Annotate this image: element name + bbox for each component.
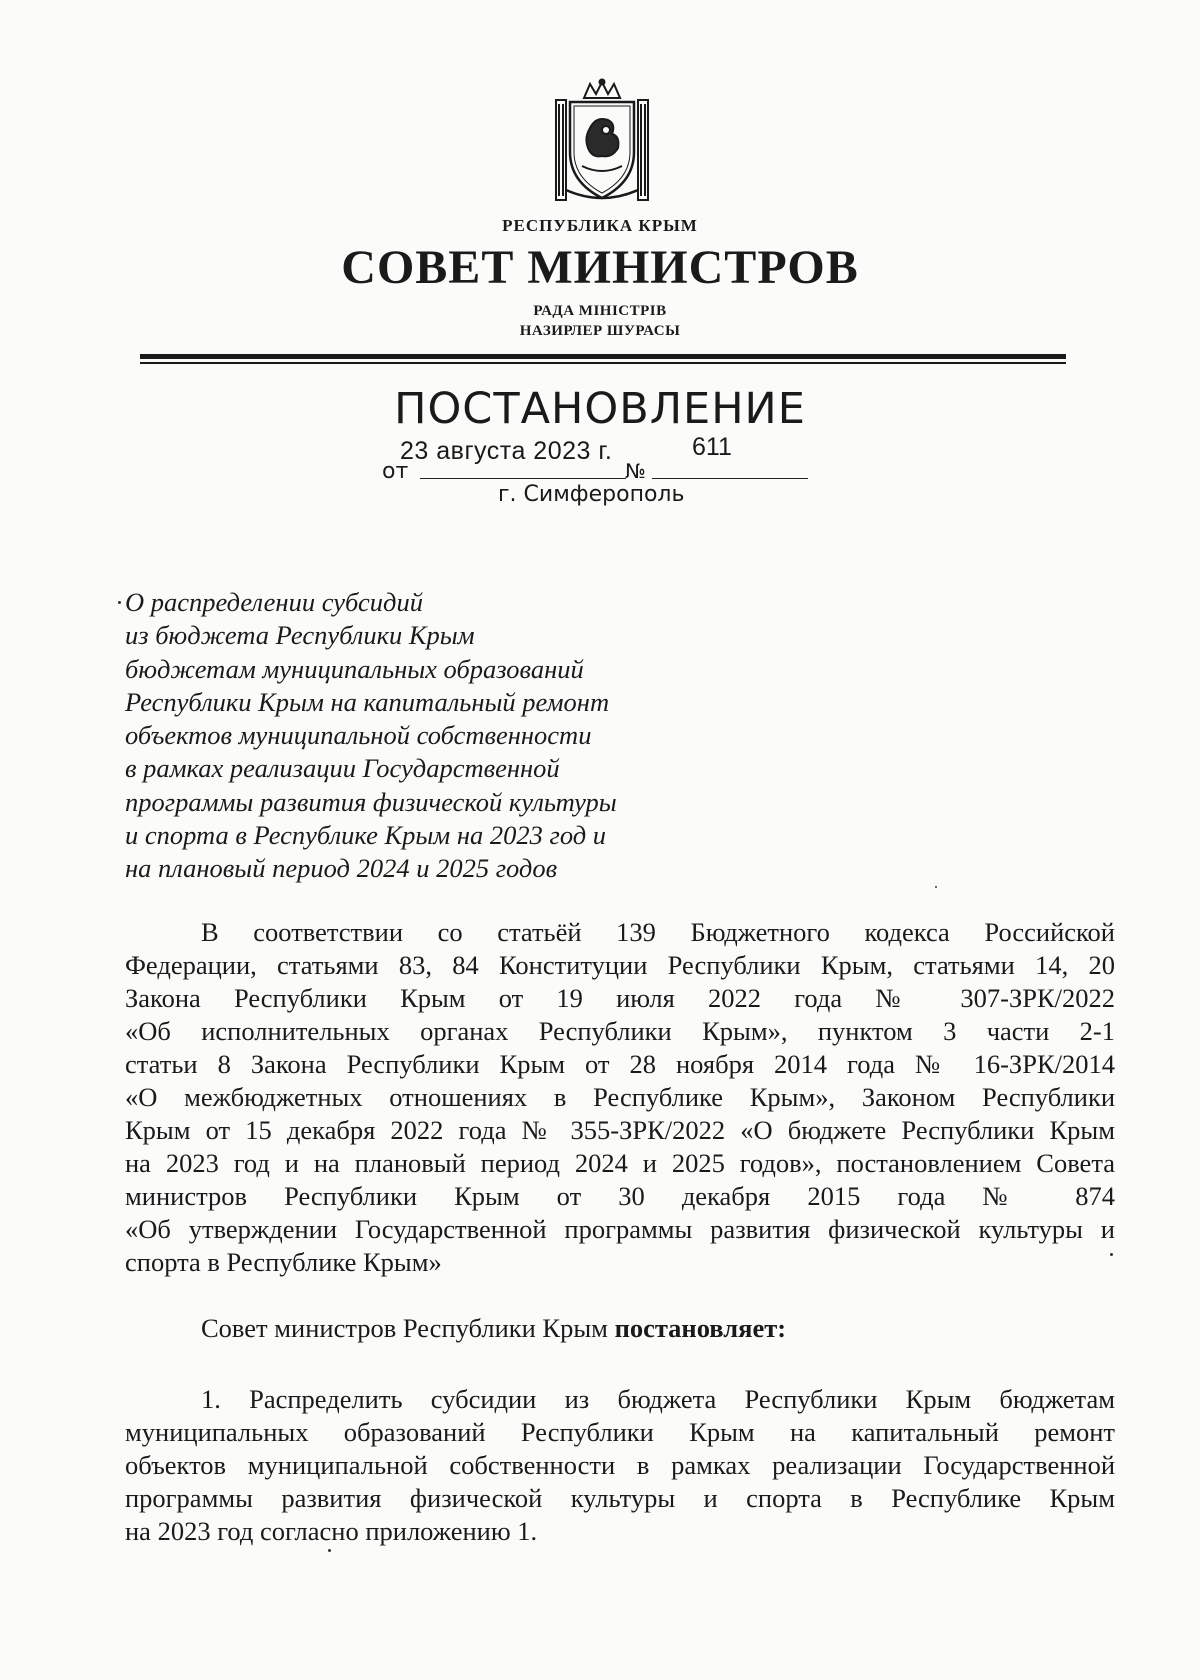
preamble-line: Крым от 15 декабря 2022 года № 355-ЗРК/2022 «О бюджете Республики Крым <box>125 1115 1115 1145</box>
preamble-line: «Об исполнительных органах Республики Крым», пунктом 3 части 2-1 <box>125 1016 1115 1046</box>
item-1-paragraph <box>125 1383 1115 1548</box>
resolves-keyword: постановляет: <box>614 1313 787 1343</box>
header-rule <box>140 354 1066 359</box>
preamble-line: «О межбюджетных отношениях в Республике Крым», Законом Республики <box>125 1082 1115 1112</box>
council-title-crimean-tatar: НАЗИРЛЕР ШУРАСЫ <box>519 323 681 339</box>
header-rule-thin <box>140 362 1066 364</box>
date-prefix: от <box>382 459 409 484</box>
preamble-line: Федерации, статьями 83, 84 Конституции Республики Крым, статьями 14, 20 <box>125 950 1115 980</box>
subject-line: О распределении субсидий <box>125 587 423 617</box>
preamble-paragraph <box>125 916 1115 1279</box>
subject-line: из бюджета Республики Крым <box>125 620 475 651</box>
preamble-line: министров Республики Крым от 30 декабря 2015 года № 874 <box>125 1181 1115 1211</box>
resolves-text: Совет министров Республики Крым <box>201 1313 615 1343</box>
document-city: г. Симферополь <box>498 482 685 507</box>
item-1-line: программы развития физической культуры и спорта в Республике Крым <box>125 1483 1115 1513</box>
coat-of-arms-icon <box>546 78 658 206</box>
document-type: ПОСТАНОВЛЕНИЕ <box>394 384 806 434</box>
council-title-ukrainian: РАДА МІНІСТРІВ <box>533 303 667 319</box>
number-underline <box>652 478 808 479</box>
document-number: 611 <box>692 433 732 461</box>
preamble-line: В соответствии со статьёй 139 Бюджетного кодекса Российской <box>201 917 1115 947</box>
subject-line: и спорта в Республике Крым на 2023 год и <box>125 820 607 851</box>
item-1-line: 1. Распределить субсидии из бюджета Республики Крым бюджетам <box>201 1384 1115 1414</box>
resolves-paragraph <box>125 1312 1115 1345</box>
item-1-line: муниципальных образований Республики Крым на капитальный ремонт <box>125 1417 1115 1447</box>
number-label: № <box>625 459 646 483</box>
scan-speck <box>1110 1253 1113 1256</box>
subject-line: бюджетам муниципальных образований <box>125 653 584 684</box>
preamble-line: Закона Республики Крым от 19 июля 2022 года № 307-ЗРК/2022 <box>125 983 1115 1013</box>
subject-line: программы развития физической культуры <box>125 786 617 817</box>
preamble-line: статьи 8 Закона Республики Крым от 28 ноября 2014 года № 16-ЗРК/2014 <box>125 1049 1115 1079</box>
date-underline <box>420 478 626 479</box>
preamble-line: спорта в Республике Крым» <box>125 1247 442 1277</box>
scan-speck <box>935 886 937 888</box>
scan-speck <box>118 601 121 604</box>
subject-line: объектов муниципальной собственности <box>125 720 592 751</box>
preamble-line: «Об утверждении Государственной программы развития физической культуры и <box>125 1214 1115 1244</box>
subject-line: на плановый период 2024 и 2025 годов <box>125 853 558 884</box>
republic-label: РЕСПУБЛИКА КРЫМ <box>502 216 698 235</box>
council-title: СОВЕТ МИНИСТРОВ <box>341 241 859 294</box>
subject-line: в рамках реализации Государственной <box>125 753 560 784</box>
item-1-line: объектов муниципальной собственности в рамках реализации Государственной <box>125 1450 1115 1480</box>
item-1-line: на 2023 год согласно приложению 1. <box>125 1516 538 1546</box>
document-subject <box>125 586 685 886</box>
document-date: 23 августа 2023 г. <box>400 437 613 465</box>
subject-line: Республики Крым на капитальный ремонт <box>125 686 610 717</box>
preamble-line: на 2023 год и на плановый период 2024 и 2025 годов», постановлением Совета <box>125 1148 1115 1178</box>
scan-speck <box>328 1549 331 1552</box>
